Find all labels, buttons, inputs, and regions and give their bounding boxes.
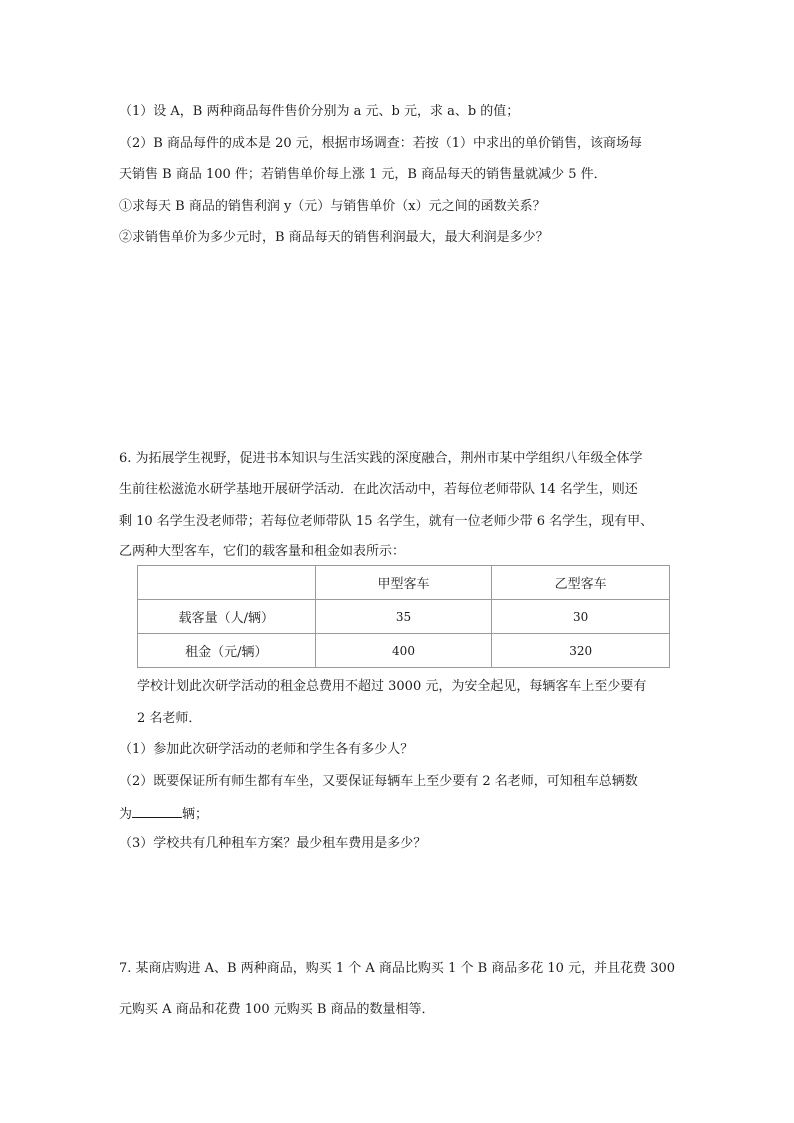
q6-part2-suffix: 辆；	[182, 807, 209, 822]
q5-part2-line2: 天销售 B 商品 100 件；若销售单价每上涨 1 元，B 商品每天的销售量就减少 5 件．	[119, 167, 607, 182]
q6-line2: 生前往松滋洈水研学基地开展研学活动．在此次活动中，若每位老师带队 14 名学生，则还	[119, 482, 638, 497]
q6-note-line2: 2 名老师．	[137, 711, 202, 726]
table-header-type-a: 甲型客车	[315, 566, 492, 600]
q6-note-line1: 学校计划此次研学活动的租金总费用不超过 3000 元，为安全起见，每辆客车上至少要有	[137, 679, 647, 694]
q7-line1: 7. 某商店购进 A、B 两种商品，购买 1 个 A 商品比购买 1 个 B 商品多花 10 元，并且花费 300	[119, 961, 676, 976]
q6-line3: 剩 10 名学生没老师带；若每位老师带队 15 名学生，就有一位老师少带 6 名学生，现有甲、	[119, 514, 654, 529]
q6-line1: 6. 为拓展学生视野，促进书本知识与生活实践的深度融合，荆州市某中学组织八年级全体学	[119, 451, 643, 466]
q6-part3: （3）学校共有几种租车方案？最少租车费用是多少？	[119, 836, 427, 851]
row-label-rent: 租金（元/辆）	[138, 634, 316, 668]
table-header-type-b: 乙型客车	[492, 566, 670, 600]
answer-blank[interactable]	[132, 804, 182, 818]
q5-part1: （1）设 A，B 两种商品每件售价分别为 a 元、b 元，求 a、b 的值；	[119, 104, 520, 119]
bus-rental-table	[137, 565, 670, 668]
rent-type-a: 400	[315, 634, 492, 668]
q6-part2-line1: （2）既要保证所有师生都有车坐，又要保证每辆车上至少要有 2 名老师，可知租车总辆数	[119, 774, 638, 789]
q6-part2-line2	[119, 804, 208, 824]
q6-line4: 乙两种大型客车，它们的载客量和租金如表所示：	[119, 544, 406, 559]
q5-sub1: ①求每天 B 商品的销售利润 y（元）与销售单价（x）元之间的函数关系？	[119, 199, 546, 214]
q6-part2-prefix: 为	[119, 807, 133, 822]
rent-type-b: 320	[492, 634, 670, 668]
capacity-type-b: 30	[492, 600, 670, 634]
q7-line2: 元购买 A 商品和花费 100 元购买 B 商品的数量相等．	[119, 1002, 435, 1017]
q5-sub2: ②求销售单价为多少元时，B 商品每天的销售利润最大，最大利润是多少？	[119, 230, 549, 245]
q6-part1: （1）参加此次研学活动的老师和学生各有多少人？	[119, 742, 414, 757]
q5-part2-line1: （2）B 商品每件的成本是 20 元，根据市场调查：若按（1）中求出的单价销售，该商场每	[119, 136, 643, 151]
table-row	[138, 600, 670, 634]
table-row	[138, 634, 670, 668]
table-header-empty	[138, 566, 316, 600]
row-label-capacity: 载客量（人/辆）	[138, 600, 316, 634]
table-header-row	[138, 566, 670, 600]
capacity-type-a: 35	[315, 600, 492, 634]
